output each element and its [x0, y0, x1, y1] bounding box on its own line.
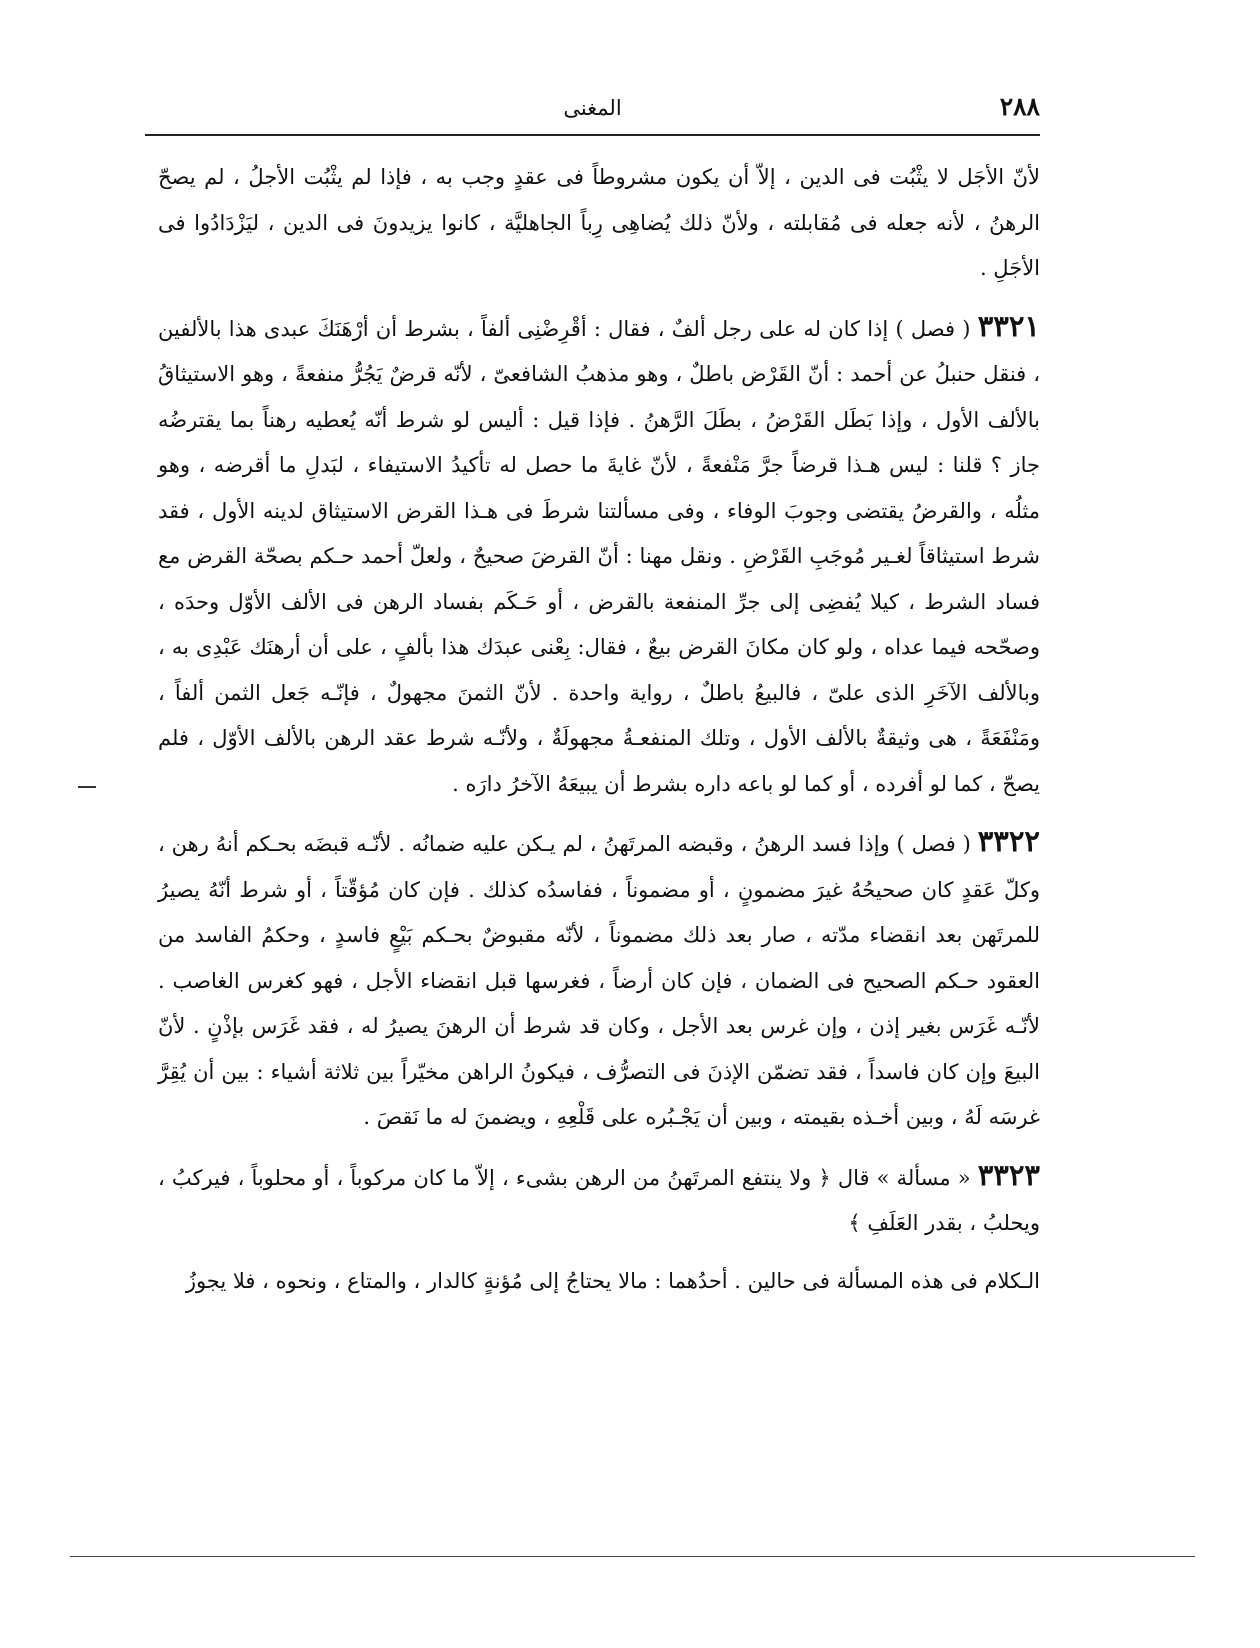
page-number: ٢٨٨: [999, 92, 1040, 121]
paragraph-text: « مسألة » قال ﴿ ولا ينتفع المرتَهنُ من الرهن بشىء ، إلاّ ما كان مركوباً ، أو محلوباً ، فيركبُ ، ويحلبُ ، بقدر العَلَفِ ﴾: [158, 1165, 1040, 1235]
body-text: [158, 155, 1040, 1316]
margin-mark: [78, 786, 96, 788]
section-number: ٣٣٢٢: [977, 824, 1040, 858]
paragraph-continuation: [158, 155, 1040, 292]
paragraph-text: الـكلام فى هذه المسألة فى حالين . أحدُهما : مالا يحتاجُ إلى مُؤنةٍ كالدار ، والمتاع ، ونحوه ، فلا يجوزُ: [185, 1268, 1040, 1293]
paragraph-text: لأنّ الأجَل لا يثْبُت فى الدين ، إلاّ أن يكون مشروطاً فى عقدٍ وجب به ، فإذا لم يثْبُت الأجلُ ، لم يصحّ الرهنُ ، لأنه جعله فى مُقابلته ، ولأنّ ذلك يُضاهِى رِباً الجاهليَّة ، كانوا يزيدونَ فى الدين ، ليَزْدَادُوا فى الأجَلِ .: [158, 165, 1040, 280]
header-rule: [145, 134, 1040, 136]
paragraph-text: ( فصل ) وإذا فسد الرهنُ ، وقبضه المرتَهنُ ، لم يـكن عليه ضمانُه . لأنّـه قبضَه بحـكم أنهُ رهن ، وكلّ عَقدٍ كان صحيحُهُ غيرَ مضمونٍ ، أو مضموناً ، ففاسدُه كذلك . فإن كان مُؤقّتاً ، أو شرط أنّهُ يصيرُ للمرتَهن بعد انقضاء مدّته ، صار بعد ذلك مضموناً ، لأنّه مقبوضٌ بحـكم بَيْعٍ فاسدٍ ، وحكمُ الفاسد من العقود حـكم الصحيح فى الضمان ، فإن كان أرضاً ، فغرسها قبل انقضاء الأجل ، فهو كغرس الغاصب . لأنّـه غَرَس بغير إذن ، وإن غرس بعد الأجل ، وكان قد شرط أن الرهنَ يصيرُ له ، فقد غَرَس بإذْنٍ . لأنّ البيعَ وإن كان فاسداً ، فقد تضمّن الإذنَ فى التصرُّف ، فيكونُ الراهن مخيّراً بين ثلاثة أشياء : بين أن يُقِرَّ غرسَه لَهُ ، وبين أخـذه بقيمته ، وبين أن يَجْـبُره على قَلْعِهِ ، ويضمنَ له ما نَقصَ .: [158, 832, 1040, 1129]
paragraph-commentary: [158, 1259, 1040, 1305]
section-number: ٣٣٢١: [977, 308, 1040, 343]
paragraph-section: [158, 304, 1040, 808]
running-title: المغنى: [563, 96, 622, 120]
footer-rule: [70, 1556, 1195, 1557]
paragraph-section: [158, 1153, 1040, 1247]
section-number: ٣٣٢٣: [977, 1157, 1040, 1192]
page-header: [145, 92, 1040, 132]
paragraph-section: [158, 819, 1040, 1141]
paragraph-text: ( فصل ) إذا كان له على رجل ألفٌ ، فقال : أقْرِضْنِى ألفاً ، بشرط أن أرْهَنَكَ عبدى هذا بالألفين ، فنقل حنبلُ عن أحمد : أنّ القَرْض باطلٌ ، وهو مذهبُ الشافعىّ ، لأنّه قرضٌ يَجُرُّ منفعةً ، وهو الاستيثاقُ بالألف الأول ، وإذا بَطَل القَرْضُ ، بطَلَ الرَّهنُ . فإذا قيل : أليس لو شرط أنّه يُعطيه رهناً بما يقترضُه جاز ؟ قلنا : ليس هـذا قرضاً جرَّ مَنْفعةً ، لأنّ غايةَ ما حصل له تأكيدُ الاستيفاء ، لبَدلِ ما أقرضه ، وهو مثلُه ، والقرضُ يقتضى وجوبَ الوفاء ، وفى مسألتنا شرطَ فى هـذا القرض الاستيثاق لدينه الأول ، فقد شرط استيثاقاً لغـير مُوجَبِ القَرْضِ . ونقل مهنا : أنّ القرضَ صحيحٌ ، ولعلّ أحمد حـكم بصحّة القرض مع فساد الشرط ، كيلا يُفضِى إلى جرِّ المنفعة بالقرض ، أو حَـكَم بفساد الرهن فى الألف الأوّل وحدَه ، وصحّحه فيما عداه ، ولو كان مكانَ القرض بيعٌ ، فقال: بِعْنى عبدَك هذا بألفٍ ، على أن أرهنَك عَبْدِى به ، وبالألف الآخَرِ الذى علىّ ، فالبيعُ باطلٌ ، رواية واحدة . لأنّ الثمنَ مجهولٌ ، فإنّـه جَعل الثمن ألفاً ، ومَنْفَعَةً ، هى وثيقةٌ بالألف الأول ، وتلك المنفعـةُ مجهولَةٌ ، ولأنّـه شرط عقد الرهن بالألف الأوّل ، فلم يصحّ ، كما لو أفرده ، أو كما لو باعه داره بشرط أن يبيعَهُ الآخرُ دارَه .: [158, 316, 1040, 796]
